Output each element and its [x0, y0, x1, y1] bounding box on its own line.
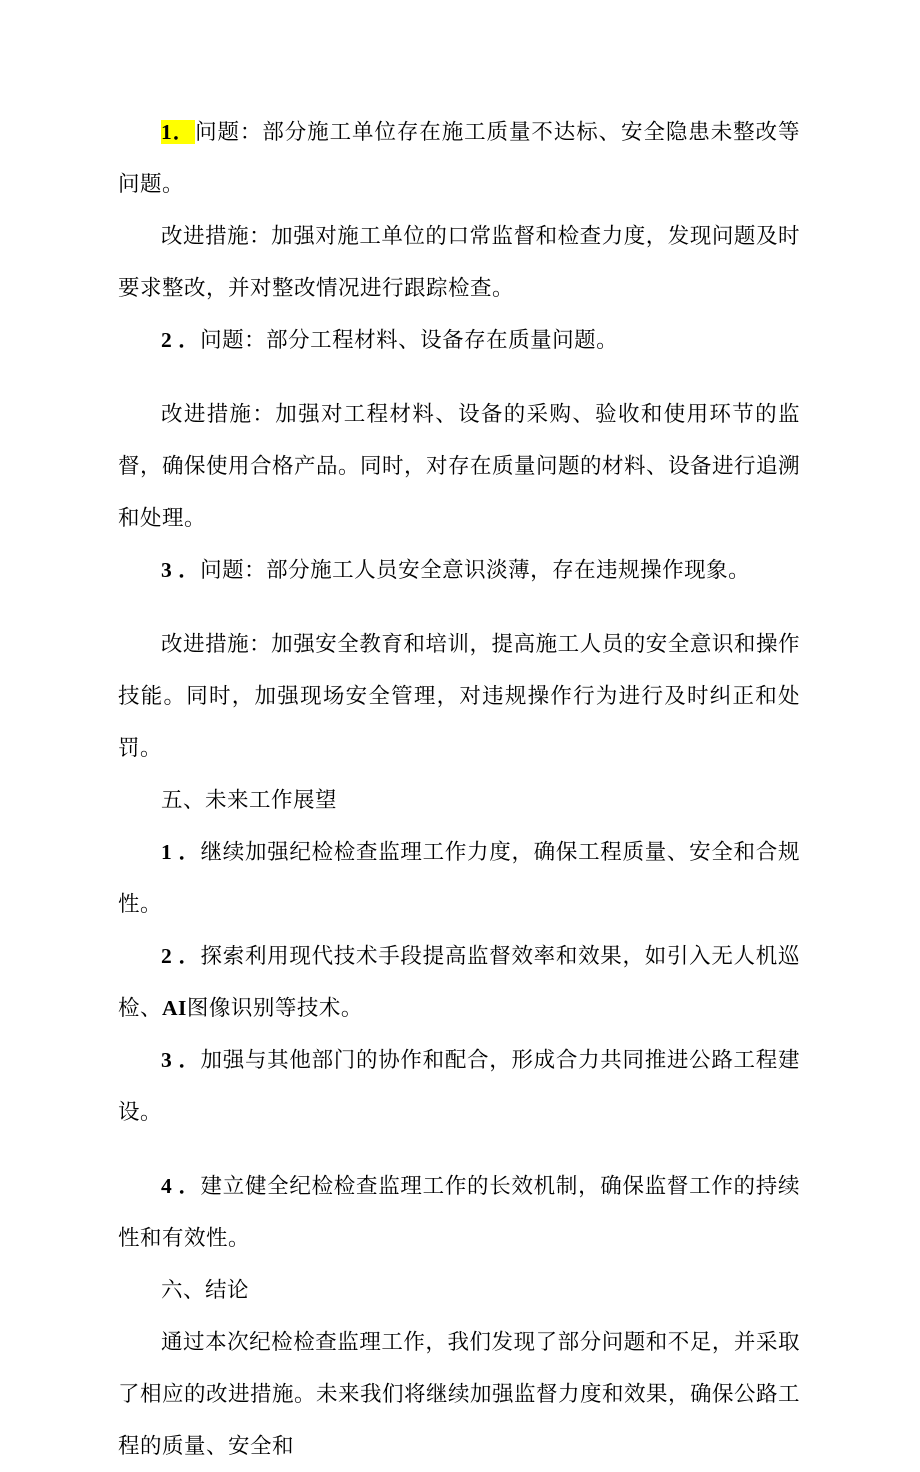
- paragraph: [118, 210, 800, 314]
- paragraph: [118, 106, 800, 210]
- paragraph-text: 问题：部分施工人员安全意识淡薄，存在违规操作现象。: [200, 558, 751, 582]
- paragraph: [118, 314, 800, 366]
- section-heading: [118, 1264, 800, 1316]
- list-number: 2 ．: [161, 944, 201, 968]
- paragraph: [118, 1316, 800, 1472]
- section-heading: [118, 774, 800, 826]
- paragraph: [118, 388, 800, 544]
- heading-text: 六、结论: [161, 1278, 250, 1302]
- paragraph: [118, 1160, 800, 1264]
- bold-text: AI: [162, 996, 187, 1020]
- paragraph-text: 探索利用现代技术手段提高监督效率和效果，如引入无人机巡检、: [118, 944, 800, 1020]
- paragraph: [118, 826, 800, 930]
- paragraph: [118, 1034, 800, 1138]
- list-number: 1 ．: [161, 840, 201, 864]
- paragraph-text: 加强与其他部门的协作和配合，形成合力共同推进公路工程建设。: [118, 1048, 800, 1124]
- paragraph-text: 继续加强纪检检查监理工作力度，确保工程质量、安全和合规性。: [118, 840, 800, 916]
- list-number: 3 ．: [161, 558, 201, 582]
- list-number: 3 ．: [161, 1048, 201, 1072]
- highlighted-number: 1．: [161, 120, 196, 144]
- paragraph-text: 通过本次纪检检查监理工作，我们发现了部分问题和不足，并采取了相应的改进措施。未来我们将继续加强监督力度和效果，确保公路工程的质量、安全和: [118, 1330, 801, 1458]
- paragraph-text: 问题：部分工程材料、设备存在质量问题。: [200, 328, 619, 352]
- paragraph-text: 图像识别等技术。: [186, 996, 363, 1020]
- heading-text: 五、未来工作展望: [161, 788, 338, 812]
- paragraph-text: 问题：部分施工单位存在施工质量不达标、安全隐患未整改等问题。: [118, 120, 800, 196]
- paragraph: [118, 618, 800, 774]
- list-number: 4 ．: [161, 1174, 201, 1198]
- list-number: 2 ．: [161, 328, 201, 352]
- paragraph: [118, 930, 800, 1034]
- paragraph-text: 改进措施：加强对施工单位的口常监督和检查力度，发现问题及时要求整改，并对整改情况进行跟踪检查。: [118, 224, 800, 300]
- paragraph-text: 改进措施：加强安全教育和培训，提高施工人员的安全意识和操作技能。同时，加强现场安全管理，对违规操作行为进行及时纠正和处罚。: [118, 632, 800, 760]
- paragraph: [118, 544, 800, 596]
- paragraph-text: 改进措施：加强对工程材料、设备的采购、验收和使用环节的监督，确保使用合格产品。同时，对存在质量问题的材料、设备进行追溯和处理。: [118, 402, 801, 530]
- paragraph-text: 建立健全纪检检查监理工作的长效机制，确保监督工作的持续性和有效性。: [118, 1174, 800, 1250]
